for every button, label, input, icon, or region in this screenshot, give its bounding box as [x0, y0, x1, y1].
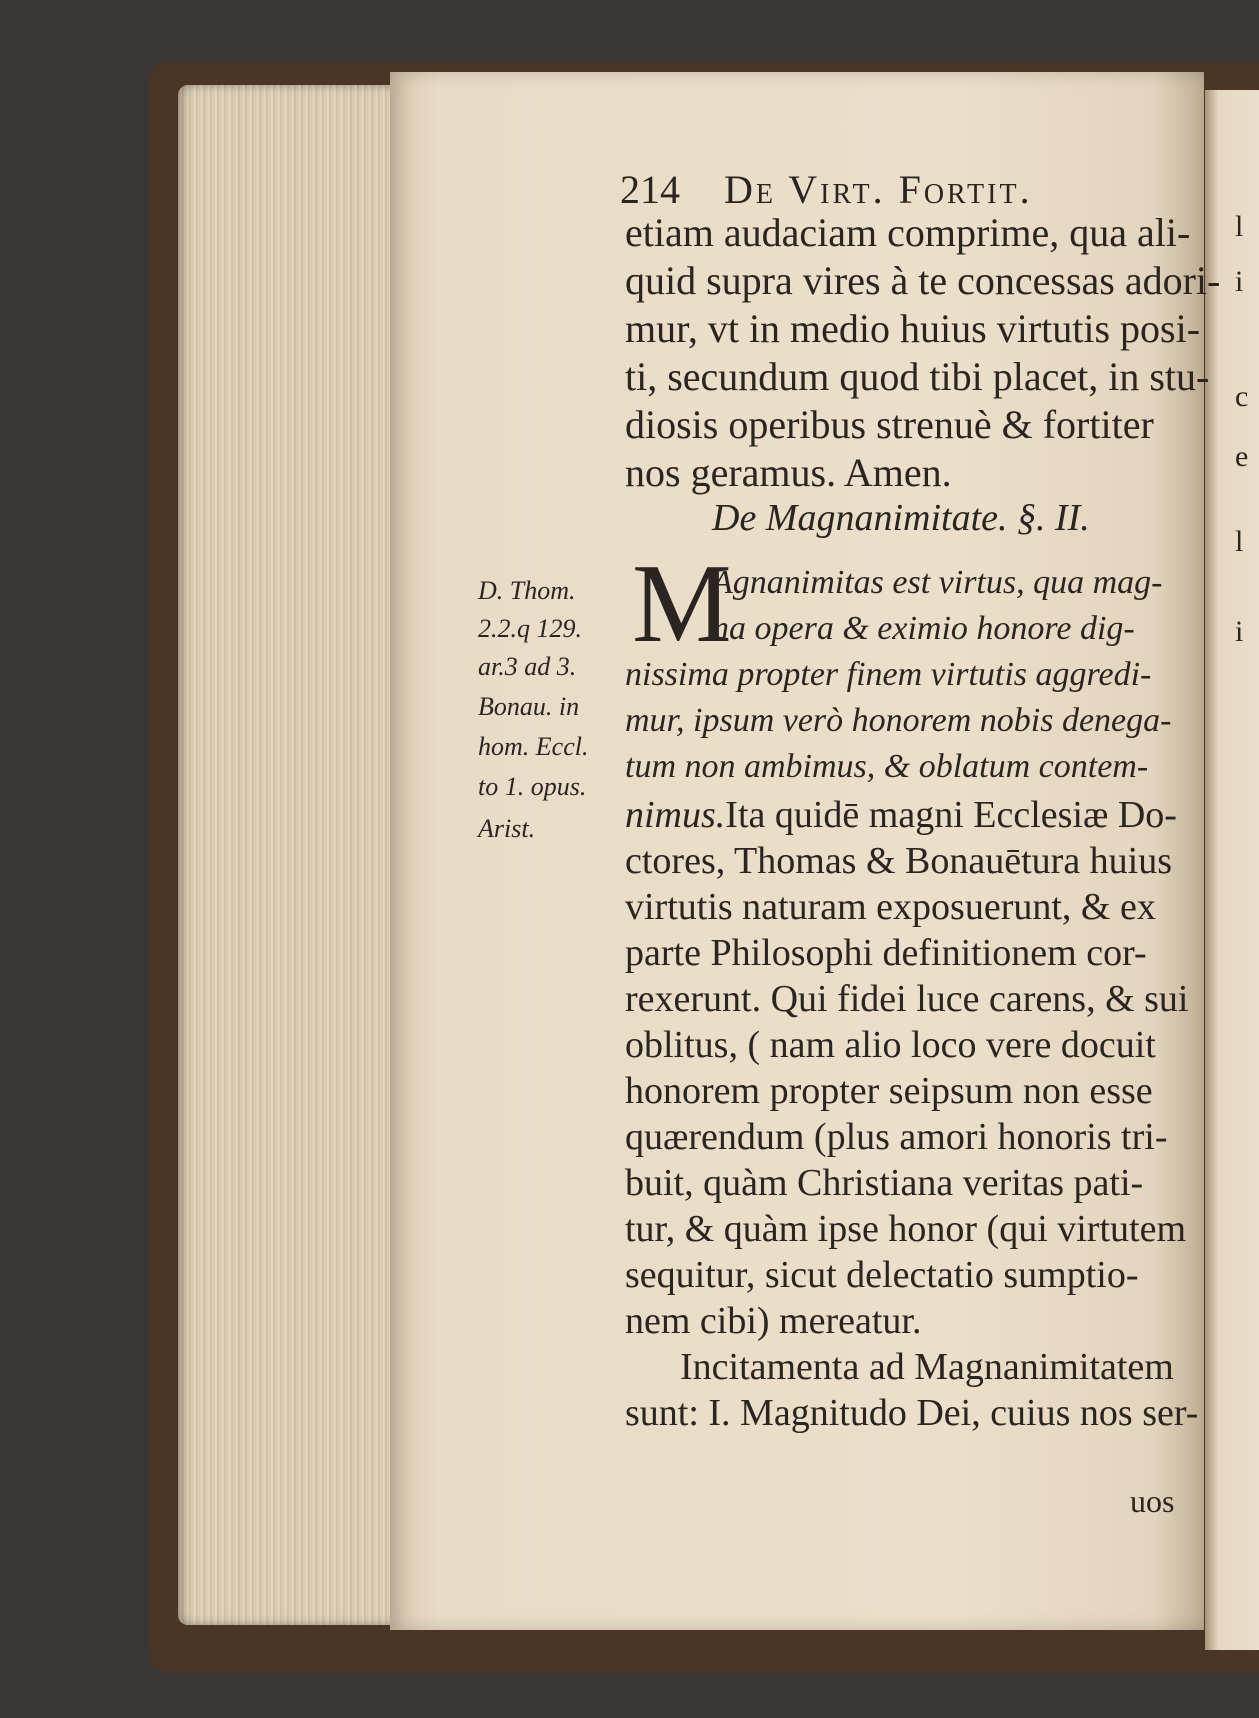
text-line: rexerunt. Qui fidei luce carens, & sui: [625, 978, 1189, 1020]
italic-fragment: nimus.: [625, 794, 726, 836]
text-line: sunt: I. Magnitudo Dei, cuius nos ser-: [625, 1392, 1199, 1434]
text-line: sequitur, sicut delectatio sumptio-: [625, 1254, 1139, 1296]
text-line: etiam audaciam comprime, qua ali-: [625, 210, 1191, 255]
margin-note: 2.2.q 129.: [478, 614, 582, 643]
text-line: oblitus, ( nam alio loco vere docuit: [625, 1024, 1156, 1066]
text-line: tur, & quàm ipse honor (qui virtutem: [625, 1208, 1187, 1250]
catchword: uos: [1130, 1483, 1175, 1519]
section-title: De Magnanimitate. §. II.: [712, 497, 1090, 539]
margin-note: Arist.: [478, 814, 536, 843]
text-line: mur, ipsum verò honorem nobis denega-: [625, 702, 1172, 739]
text-line: quærendum (plus amori honoris tri-: [625, 1116, 1168, 1158]
text-line: mur, vt in medio huius virtutis posi-: [625, 306, 1201, 351]
text-line: Agnanimitas est virtus, qua mag-: [712, 564, 1163, 601]
text-line: ti, secundum quod tibi placet, in stu-: [625, 354, 1210, 399]
facing-fragment: l: [1235, 525, 1244, 558]
margin-note: to 1. opus.: [478, 772, 587, 801]
facing-fragment: i: [1235, 615, 1244, 648]
drop-cap: M: [632, 542, 732, 666]
text-line: nem cibi) mereatur.: [625, 1300, 922, 1342]
text-line: [625, 796, 1177, 834]
page-edges: [178, 85, 400, 1625]
facing-fragment: l: [1235, 210, 1244, 243]
facing-fragment: e: [1235, 440, 1249, 473]
margin-note: hom. Eccl.: [478, 732, 589, 761]
text-line: quid supra vires à te concessas adori-: [625, 258, 1221, 303]
margin-note: D. Thom.: [478, 576, 576, 605]
text-line: virtutis naturam exposuerunt, & ex: [625, 886, 1156, 928]
text-line: honorem propter seipsum non esse: [625, 1070, 1153, 1112]
text-line: diosis operibus strenuè & fortiter: [625, 402, 1154, 447]
running-header: [620, 166, 1140, 213]
running-title: De Virt. Fortit.: [724, 167, 1033, 212]
text-line: ctores, Thomas & Bonauētura huius: [625, 840, 1173, 882]
margin-note: Bonau. in: [478, 692, 580, 721]
page-number: 214: [620, 167, 680, 212]
text-line: tum non ambimus, & oblatum contem-: [625, 748, 1149, 785]
text-line: buit, quàm Christiana veritas pati-: [625, 1162, 1144, 1204]
text-line: nos geramus. Amen.: [625, 450, 952, 495]
text-line: nissima propter finem virtutis aggredi-: [625, 656, 1152, 693]
facing-fragment: i: [1235, 265, 1244, 298]
roman-fragment: Ita quidē magni Ecclesiæ Do-: [725, 794, 1177, 836]
facing-page-edge: [1205, 90, 1259, 1650]
margin-note: ar.3 ad 3.: [478, 652, 577, 681]
facing-fragment: c: [1235, 380, 1249, 413]
text-line: parte Philosophi definitionem cor-: [625, 932, 1147, 974]
text-line: Incitamenta ad Magnanimitatem: [680, 1346, 1174, 1388]
text-line: na opera & eximio honore dig-: [712, 610, 1135, 647]
